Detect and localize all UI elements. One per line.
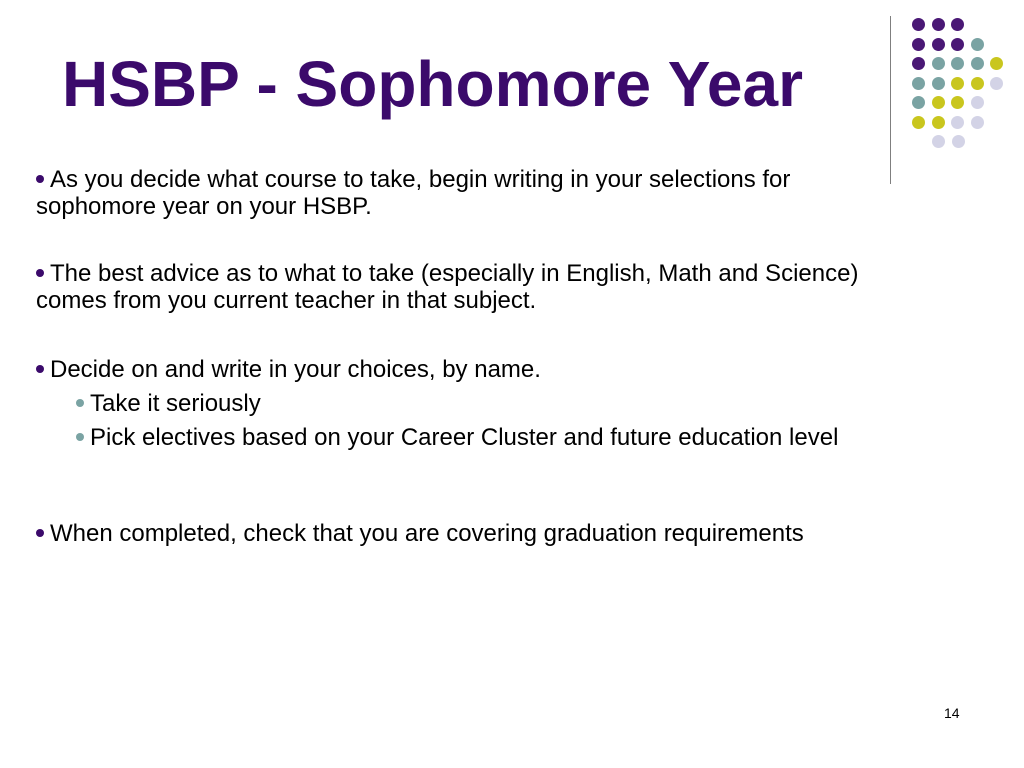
decorative-dot <box>951 57 964 70</box>
decorative-dot <box>912 38 925 51</box>
decorative-dot <box>951 18 964 31</box>
decorative-dot <box>952 135 965 148</box>
decorative-dot <box>990 77 1003 90</box>
sub-bullet-text: Take it seriously <box>90 390 261 417</box>
decorative-dot <box>912 116 925 129</box>
decorative-dot <box>912 77 925 90</box>
bullet-text: When completed, check that you are covering graduation requirements <box>50 520 804 547</box>
decorative-dot <box>951 96 964 109</box>
decorative-dot <box>932 135 945 148</box>
sub-bullet-text: Pick electives based on your Career Cluster and future education level <box>90 424 839 451</box>
decorative-dot <box>971 96 984 109</box>
decorative-dot <box>971 116 984 129</box>
decorative-dot <box>932 57 945 70</box>
bullet-dot-icon <box>36 365 44 373</box>
sub-bullet-dot-icon <box>76 433 84 441</box>
decorative-dot <box>971 77 984 90</box>
bullet-item <box>36 520 836 547</box>
decorative-dot <box>990 57 1003 70</box>
bullet-text: The best advice as to what to take (especially in English, Math and Science) comes from you current teacher in that subject. <box>36 260 859 314</box>
decorative-dot <box>912 57 925 70</box>
sub-bullet-item <box>76 390 916 417</box>
bullet-dot-icon <box>36 529 44 537</box>
decorative-dot <box>912 96 925 109</box>
decorative-dot <box>951 38 964 51</box>
bullet-item <box>36 260 916 314</box>
decorative-dot <box>971 57 984 70</box>
bullet-item <box>36 166 906 220</box>
decorative-dot <box>932 96 945 109</box>
slide-title: HSBP - Sophomore Year <box>62 48 803 120</box>
decorative-dot <box>971 38 984 51</box>
decorative-dot <box>932 77 945 90</box>
decorative-dot <box>932 18 945 31</box>
bullet-dot-icon <box>36 269 44 277</box>
decorative-dot <box>932 116 945 129</box>
decorative-dot <box>951 77 964 90</box>
page-number: 14 <box>944 705 960 721</box>
bullet-dot-icon <box>36 175 44 183</box>
bullet-item <box>36 356 916 383</box>
bullet-text: As you decide what course to take, begin writing in your selections for sophomore year on your HSBP. <box>36 166 791 220</box>
decorative-dot <box>951 116 964 129</box>
decorative-dot <box>932 38 945 51</box>
bullet-text: Decide on and write in your choices, by name. <box>50 356 541 383</box>
sub-bullet-item <box>76 424 936 451</box>
decorative-dot <box>912 18 925 31</box>
sub-bullet-dot-icon <box>76 399 84 407</box>
